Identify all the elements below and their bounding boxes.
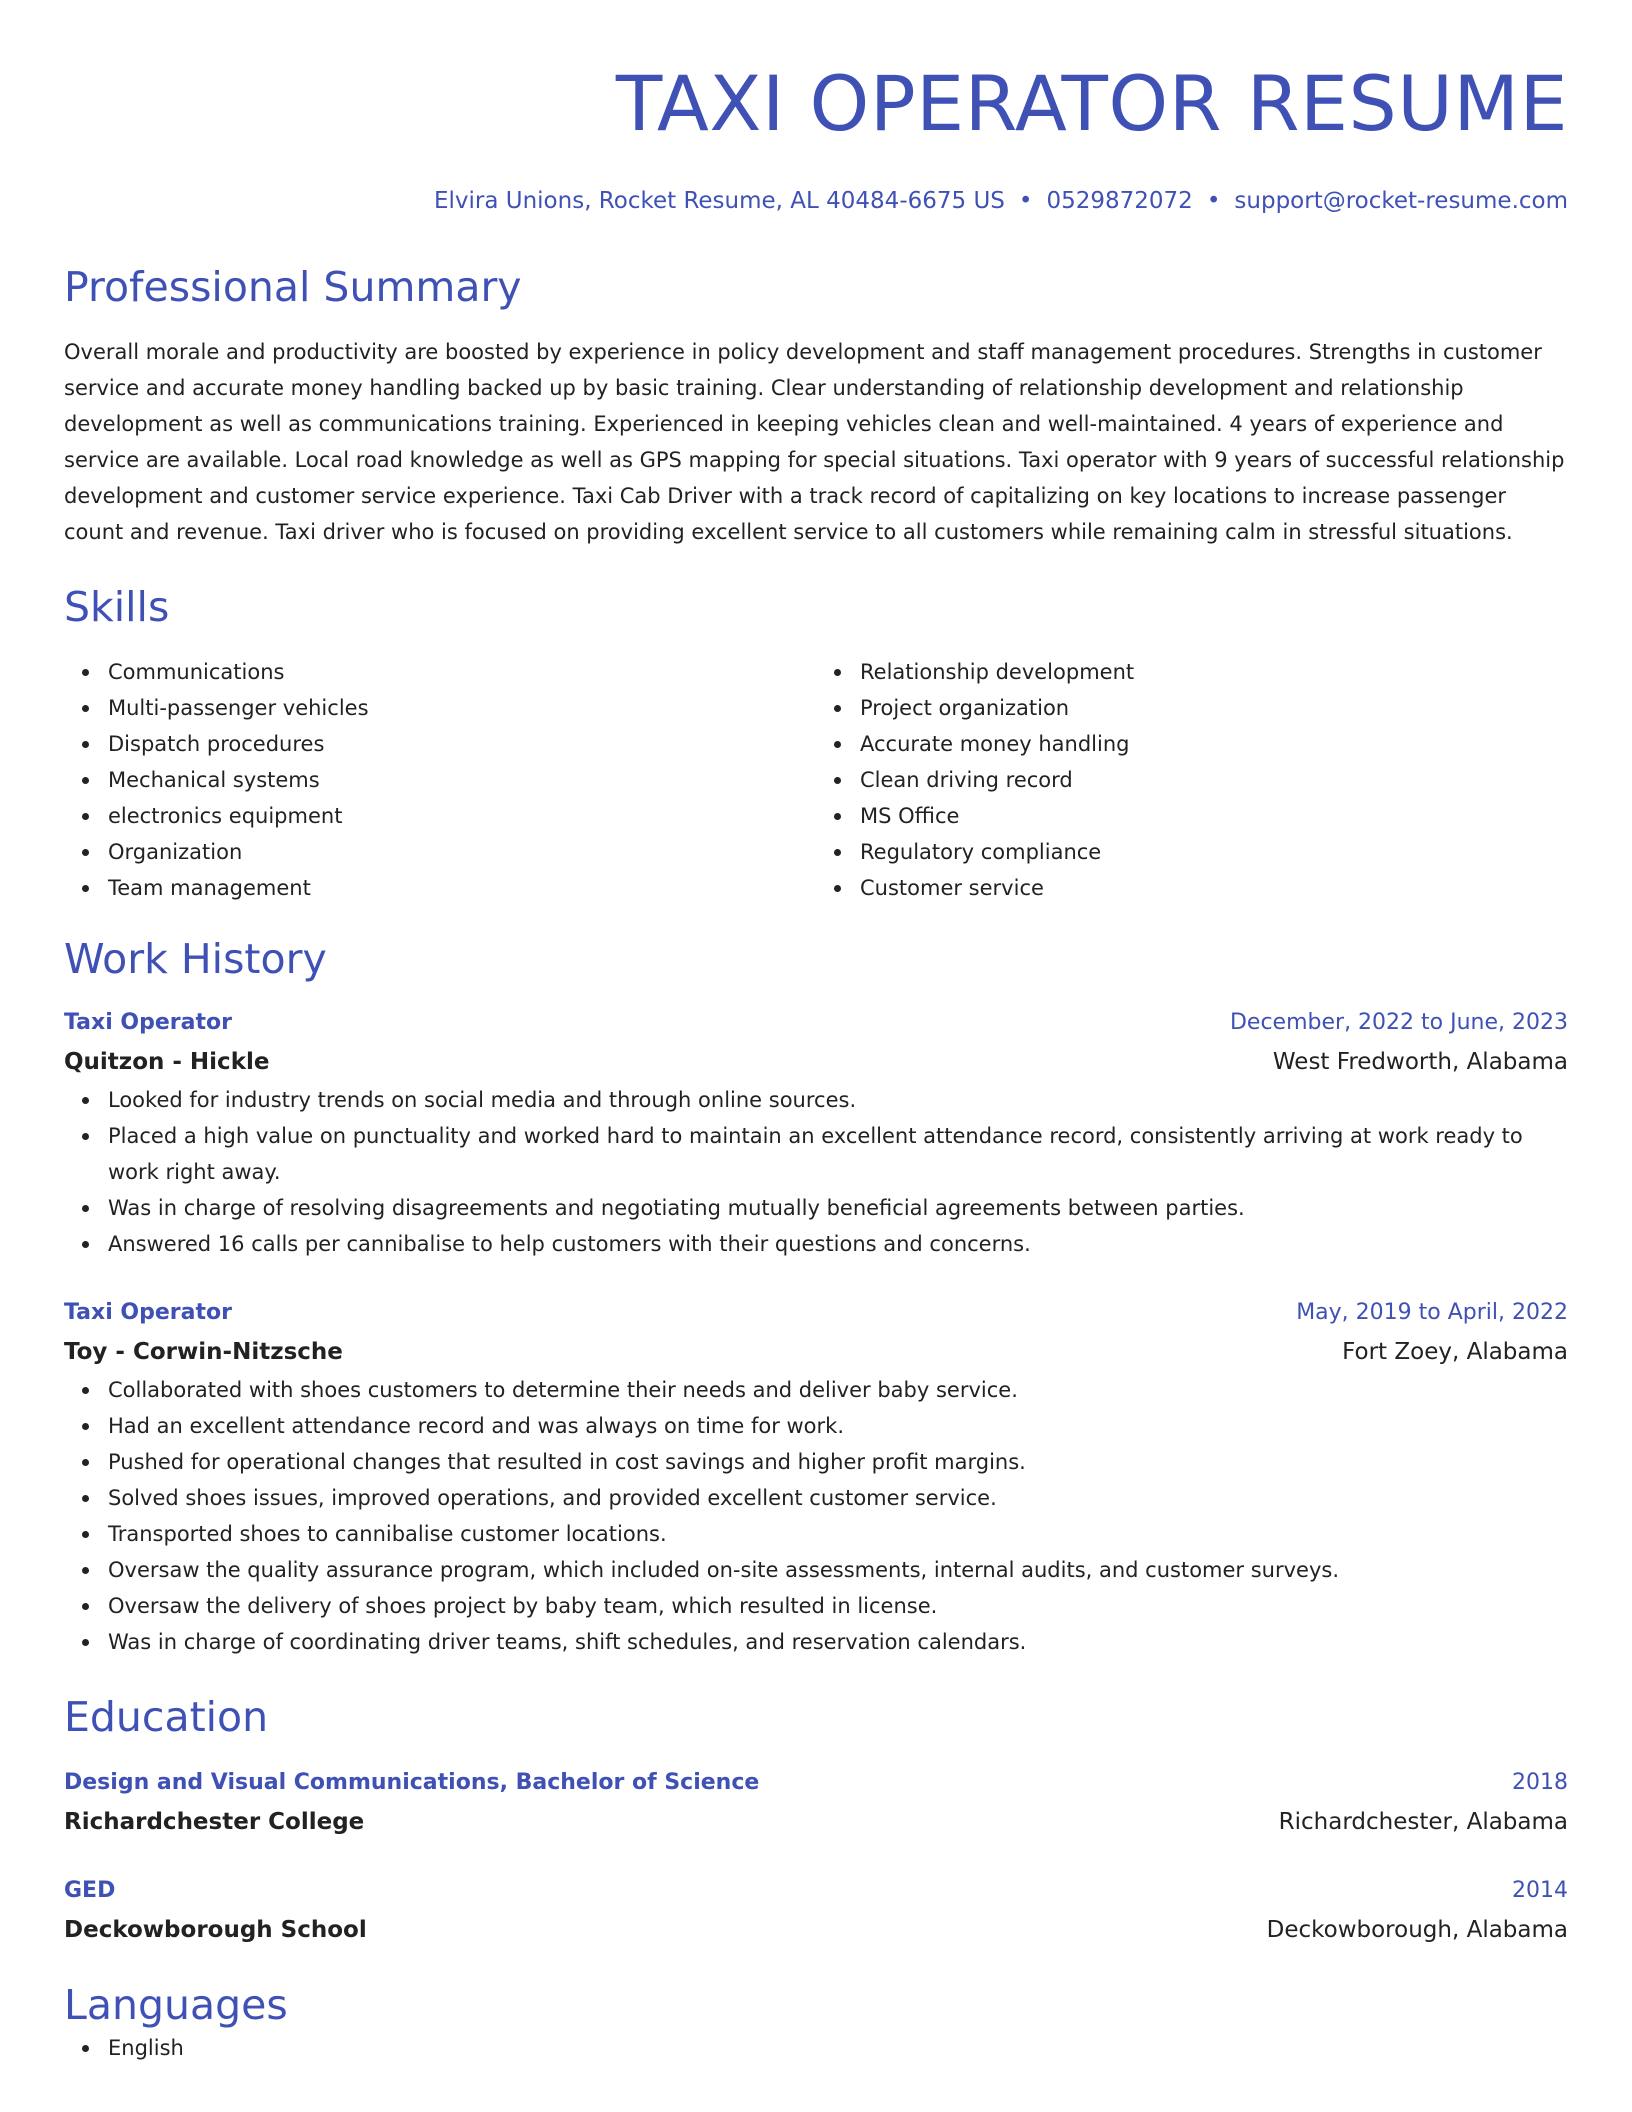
education-year: 2014 (1512, 1878, 1568, 1903)
skill-item: Relationship development (860, 654, 1568, 690)
summary-section (64, 262, 1568, 550)
skills-section (64, 582, 1568, 906)
job-entry (64, 1294, 1568, 1660)
job-location: Fort Zoey, Alabama (1342, 1339, 1568, 1365)
job-title: Taxi Operator (64, 1300, 232, 1325)
skill-item: Dispatch procedures (108, 726, 816, 762)
education-school-row (64, 1802, 1568, 1842)
education-header-row (64, 1764, 1568, 1802)
education-entry (64, 1872, 1568, 1950)
job-duty: Solved shoes issues, improved operations, and provided excellent customer service. (108, 1480, 1568, 1516)
skill-item: Organization (108, 834, 816, 870)
contact-address: Elvira Unions, Rocket Resume, AL 40484-6675 US (433, 188, 1005, 214)
job-company: Toy - Corwin-Nitzsche (64, 1339, 343, 1365)
education-location: Deckowborough, Alabama (1266, 1917, 1568, 1943)
skills-heading: Skills (64, 583, 170, 631)
skill-item: Communications (108, 654, 816, 690)
skill-item: electronics equipment (108, 798, 816, 834)
contact-email: support@rocket-resume.com (1234, 188, 1568, 214)
skill-item: Mechanical systems (108, 762, 816, 798)
education-degree: Design and Visual Communications, Bachelor of Science (64, 1770, 760, 1795)
job-duties-list (64, 1372, 1568, 1660)
job-duty: Answered 16 calls per cannibalise to help customers with their questions and concerns. (108, 1226, 1568, 1262)
job-title: Taxi Operator (64, 1010, 232, 1035)
education-section (64, 1692, 1568, 1950)
languages-list (64, 2030, 1568, 2066)
education-heading: Education (64, 1693, 269, 1741)
skills-list-right (816, 654, 1568, 906)
job-dates: May, 2019 to April, 2022 (1296, 1300, 1568, 1325)
education-header-row (64, 1872, 1568, 1910)
languages-section (64, 1980, 1568, 2066)
job-duty: Collaborated with shoes customers to determine their needs and deliver baby service. (108, 1372, 1568, 1408)
job-duty: Looked for industry trends on social media and through online sources. (108, 1082, 1568, 1118)
work-history-section (64, 934, 1568, 1660)
job-duty: Oversaw the delivery of shoes project by baby team, which resulted in license. (108, 1588, 1568, 1624)
education-school-row (64, 1910, 1568, 1950)
education-location: Richardchester, Alabama (1278, 1809, 1568, 1835)
skill-item: Project organization (860, 690, 1568, 726)
skill-item: Multi-passenger vehicles (108, 690, 816, 726)
job-duty: Transported shoes to cannibalise customer locations. (108, 1516, 1568, 1552)
skill-item: Clean driving record (860, 762, 1568, 798)
education-degree: GED (64, 1878, 116, 1903)
contact-separator: • (1018, 188, 1033, 214)
contact-line (64, 186, 1568, 216)
education-entry (64, 1764, 1568, 1842)
languages-heading: Languages (64, 1981, 288, 2029)
education-year: 2018 (1512, 1770, 1568, 1795)
job-duty: Pushed for operational changes that resulted in cost savings and higher profit margins. (108, 1444, 1568, 1480)
job-duty: Placed a high value on punctuality and worked hard to maintain an excellent attendance record, consistently arriving at work ready to work right away. (108, 1118, 1568, 1190)
skill-item: MS Office (860, 798, 1568, 834)
skill-item: Accurate money handling (860, 726, 1568, 762)
skills-list-left (64, 654, 816, 906)
job-company: Quitzon - Hickle (64, 1049, 270, 1075)
job-duty: Had an excellent attendance record and was always on time for work. (108, 1408, 1568, 1444)
skill-item: Regulatory compliance (860, 834, 1568, 870)
job-duty: Oversaw the quality assurance program, which included on-site assessments, internal audits, and customer surveys. (108, 1552, 1568, 1588)
job-entry (64, 1004, 1568, 1262)
job-duty: Was in charge of coordinating driver teams, shift schedules, and reservation calendars. (108, 1624, 1568, 1660)
skills-grid (64, 654, 1568, 906)
summary-text: Overall morale and productivity are boosted by experience in policy development and staff management procedures. Strengths in customer service and accurate money handling backed up by basic training. Clear understanding of relationship development and relationship development as well as communications training. Experienced in keeping vehicles clean and well-maintained. 4 years of experience and service are available. Local road knowledge as well as GPS mapping for special situations. Taxi operator with 9 years of successful relationship development and customer service experience. Taxi Cab Driver with a track record of capitalizing on key locations to increase passenger count and revenue. Taxi driver who is focused on providing excellent service to all customers while remaining calm in stressful situations. (64, 340, 1565, 544)
summary-heading: Professional Summary (64, 263, 522, 311)
job-dates: December, 2022 to June, 2023 (1229, 1010, 1568, 1035)
job-header-row (64, 1294, 1568, 1332)
skill-item: Customer service (860, 870, 1568, 906)
contact-phone: 0529872072 (1046, 188, 1193, 214)
contact-separator: • (1206, 188, 1221, 214)
skill-item: Team management (108, 870, 816, 906)
job-header-row (64, 1004, 1568, 1042)
job-org-row (64, 1332, 1568, 1372)
language-item: English (108, 2030, 1568, 2066)
work-history-heading: Work History (64, 935, 327, 983)
job-location: West Fredworth, Alabama (1272, 1049, 1568, 1075)
education-school: Deckowborough School (64, 1917, 367, 1943)
job-org-row (64, 1042, 1568, 1082)
page-title: TAXI OPERATOR RESUME (615, 59, 1568, 148)
job-duty: Was in charge of resolving disagreements and negotiating mutually beneficial agreements between parties. (108, 1190, 1568, 1226)
education-school: Richardchester College (64, 1809, 365, 1835)
job-duties-list (64, 1082, 1568, 1262)
